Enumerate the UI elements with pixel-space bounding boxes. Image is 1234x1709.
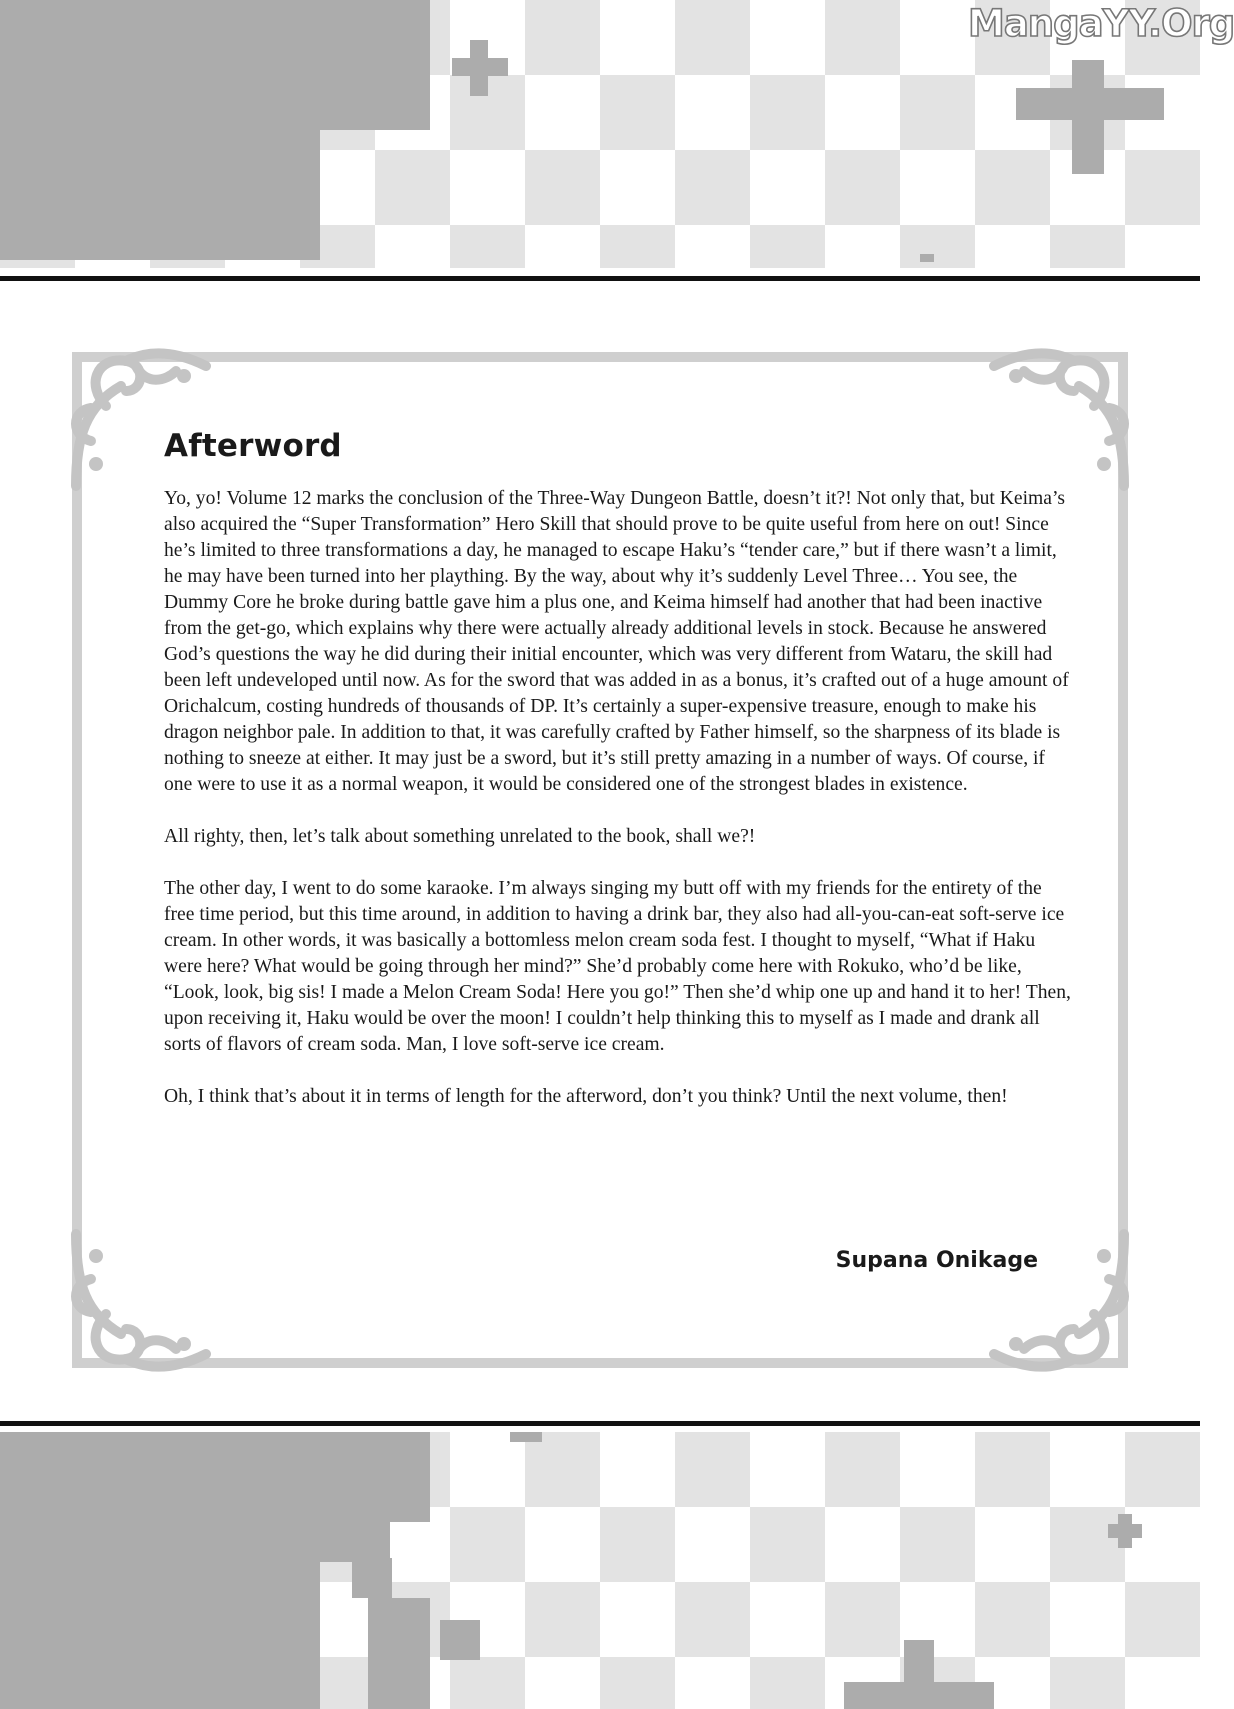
corner-ornament xyxy=(66,1224,216,1374)
plus-shape xyxy=(1108,1524,1142,1538)
paragraph: The other day, I went to do some karaoke. I’m always singing my butt off with my friends for the entirety of the free time period, but this time around, in addition to having a drink bar, they also had all-you-can-eat soft-serve ice cream. In other words, it was basically a bottomless melon cream soda fest. I thought to myself, “What if Haku were here? What would be going through her mind?” She’d probably come here with Rokuko, who’d be like, “Look, look, big sis! I made a Melon Cream Soda! Here you go!” Then she’d whip one up and hand it to her! Then, upon receiving it, Haku would be over the moon! I couldn’t help thinking this to myself as I made and drank all sorts of flavors of cream soda. Man, I love soft-serve ice cream. xyxy=(164,878,1071,1055)
gray-block xyxy=(920,254,934,262)
gray-block xyxy=(368,1598,430,1709)
paragraph: All righty, then, let’s talk about something unrelated to the book, shall we?! xyxy=(164,826,756,847)
plus-shape xyxy=(1016,88,1164,120)
gray-block xyxy=(352,1558,392,1598)
author-signature: Supana Onikage xyxy=(835,1248,1038,1273)
gray-block xyxy=(0,0,320,260)
page-title: Afterword xyxy=(164,428,342,464)
paragraph: Oh, I think that’s about it in terms of length for the afterword, don’t you think? Until the next volume, then! xyxy=(164,1086,1008,1107)
gray-block xyxy=(0,1522,320,1709)
divider-line xyxy=(0,276,1200,281)
plus-shape xyxy=(452,58,508,76)
gray-block xyxy=(510,1432,542,1442)
gray-block xyxy=(440,1620,480,1660)
paragraph: Yo, yo! Volume 12 marks the conclusion of the Three-Way Dungeon Battle, doesn’t it?! Not only that, but Keima’s also acquired the “Super Transformation” Hero Skill that should prove to be quite useful from here on out! Since he’s limited to three transformations a day, he managed to escape Haku’s “tender care,” but if there wasn’t a limit, he may have been turned into her plaything. By the way, about why it’s suddenly Level Three… You see, the Dummy Core he broke during battle gave him a plus one, and Keima himself had another that had been inactive from the get-go, which explains why there were actually already additional levels in stock. Because he answered God’s questions the way he did during their initial encounter, which was very different from Wataru, the skill had been left undeveloped until now. As for the sword that was added in as a bonus, it’s crafted out of a huge amount of Orichalcum, costing hundreds of thousands of DP. It’s certainly a super-expensive treasure, enough to make his dragon neighbor pale. In addition to that, it was carefully crafted by Father himself, so the sharpness of its blade is nothing to sneeze at either. It may just be a sword, but it’s still pretty amazing in a number of ways. Of course, if one were to use it as a normal weapon, it would be considered one of the strongest blades in existence. xyxy=(164,488,1069,795)
afterword-content xyxy=(164,428,1072,1136)
divider-line xyxy=(0,1421,1200,1426)
corner-ornament xyxy=(984,1224,1134,1374)
bottom-checker-band xyxy=(0,1432,1200,1709)
plus-shape xyxy=(844,1682,994,1709)
gray-block xyxy=(320,1522,390,1562)
gray-block xyxy=(320,0,430,130)
gray-block xyxy=(0,1432,430,1522)
watermark: MangaYY.Org xyxy=(968,2,1234,45)
